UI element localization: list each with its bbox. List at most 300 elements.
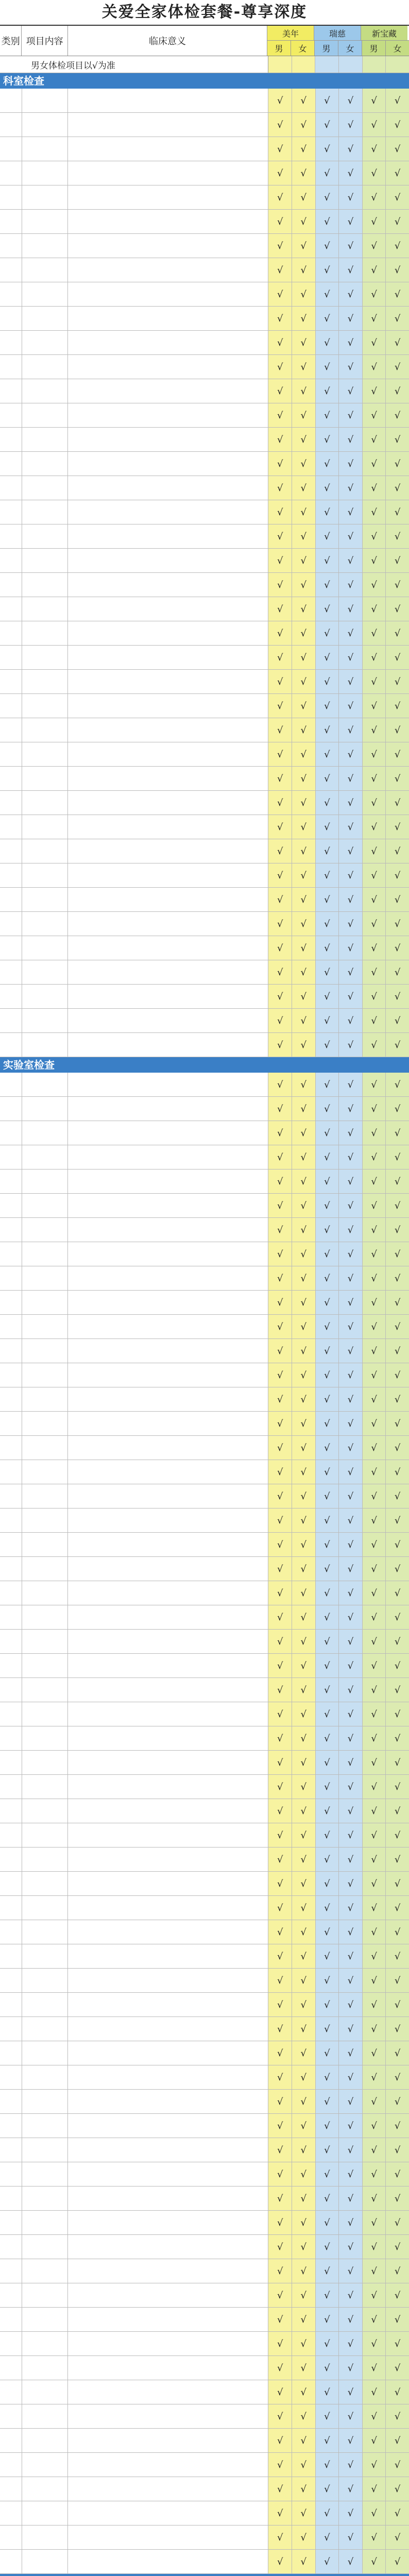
check-mark: √ [292,839,316,863]
table-row [0,621,409,646]
check-mark: √ [339,912,363,936]
check-mark: √ [292,1872,316,1895]
check-mark: √ [316,1170,339,1193]
check-mark: √ [386,282,409,306]
check-mark: √ [292,307,316,330]
table-row [0,1896,409,1920]
check-mark: √ [292,2501,316,2525]
check-mark: √ [363,1702,386,1726]
check-mark: √ [316,2259,339,2283]
check-mark: √ [339,403,363,427]
check-mark: √ [339,2477,363,2501]
table-row [0,1581,409,1605]
package-xinbaozang: 新宝藏 [361,26,407,40]
check-mark: √ [363,428,386,451]
check-mark: √ [268,2065,292,2089]
check-mark: √ [363,960,386,984]
check-mark: √ [363,2526,386,2549]
check-mark: √ [268,2017,292,2041]
check-mark: √ [316,2187,339,2210]
check-mark: √ [386,524,409,548]
check-mark: √ [339,1920,363,1944]
check-mark: √ [268,1121,292,1145]
check-mark: √ [339,1848,363,1871]
check-mark: √ [386,2187,409,2210]
check-mark: √ [339,2211,363,2234]
check-mark: √ [363,1751,386,1774]
check-mark: √ [268,1848,292,1871]
table-row [0,331,409,355]
check-mark: √ [268,282,292,306]
check-mark: √ [339,1896,363,1920]
check-mark: √ [316,1412,339,1435]
table-row [0,1436,409,1460]
check-mark: √ [339,1944,363,1968]
check-mark: √ [363,1944,386,1968]
check-mark: √ [339,2283,363,2307]
check-mark: √ [316,1097,339,1121]
check-mark: √ [339,2065,363,2089]
check-mark: √ [316,742,339,766]
table-row [0,2187,409,2211]
table-row [0,137,409,161]
table-row [0,2308,409,2332]
check-mark: √ [386,960,409,984]
table-row [0,2526,409,2550]
check-mark: √ [268,2235,292,2259]
check-mark: √ [363,355,386,379]
check-mark: √ [339,694,363,718]
check-mark: √ [292,2526,316,2549]
check-mark: √ [316,2041,339,2065]
check-mark: √ [363,694,386,718]
check-mark: √ [268,1557,292,1581]
check-mark: √ [292,1969,316,1992]
check-mark: √ [386,2138,409,2162]
check-mark: √ [292,1557,316,1581]
check-mark: √ [386,161,409,185]
check-mark: √ [292,2429,316,2452]
check-mark: √ [316,234,339,258]
check-mark: √ [363,1872,386,1895]
check-mark: √ [386,234,409,258]
check-mark: √ [363,2429,386,2452]
check-mark: √ [268,113,292,137]
header-category: 类别 [0,26,22,56]
check-mark: √ [316,331,339,354]
check-mark: √ [386,1581,409,1605]
check-mark: √ [386,2041,409,2065]
check-mark: √ [363,1726,386,1750]
check-mark: √ [386,1266,409,1290]
check-mark: √ [386,1242,409,1266]
check-mark: √ [339,1170,363,1193]
check-mark: √ [268,912,292,936]
check-mark: √ [363,597,386,621]
check-mark: √ [386,1920,409,1944]
check-mark: √ [339,1557,363,1581]
check-mark: √ [316,1920,339,1944]
check-mark: √ [268,137,292,161]
check-mark: √ [268,1484,292,1508]
check-mark: √ [268,2429,292,2452]
check-mark: √ [316,1484,339,1508]
check-mark: √ [339,2550,363,2573]
check-mark: √ [316,2404,339,2428]
check-mark: √ [268,1436,292,1460]
check-mark: √ [316,2138,339,2162]
table-row [0,185,409,210]
check-mark: √ [363,573,386,597]
check-mark: √ [386,1872,409,1895]
check-mark: √ [316,428,339,451]
check-mark: √ [339,2332,363,2355]
check-mark: √ [339,2187,363,2210]
check-mark: √ [363,1605,386,1629]
check-mark: √ [316,379,339,403]
check-mark: √ [292,646,316,669]
check-mark: √ [316,2332,339,2355]
check-mark: √ [339,2017,363,2041]
check-mark: √ [292,1848,316,1871]
check-mark: √ [316,2162,339,2186]
check-mark: √ [292,1509,316,1532]
check-mark: √ [292,524,316,548]
check-mark: √ [386,985,409,1008]
check-mark: √ [292,2162,316,2186]
table-row [0,1605,409,1630]
table-row [0,863,409,888]
check-mark: √ [268,2380,292,2404]
check-mark: √ [363,2259,386,2283]
table-row [0,767,409,791]
check-mark: √ [363,282,386,306]
check-mark: √ [316,210,339,233]
check-mark: √ [292,161,316,185]
table-row [0,1363,409,1387]
table-row [0,1823,409,1848]
check-mark: √ [386,1073,409,1096]
check-mark: √ [363,1315,386,1338]
check-mark: √ [316,1009,339,1032]
check-mark: √ [339,1726,363,1750]
table-row [0,1702,409,1726]
check-mark: √ [363,2380,386,2404]
check-mark: √ [339,1605,363,1629]
check-mark: √ [363,1678,386,1702]
table-row [0,2041,409,2065]
check-mark: √ [292,2041,316,2065]
table-row [0,1339,409,1363]
check-mark: √ [292,282,316,306]
check-mark: √ [363,2041,386,2065]
table-row [0,2356,409,2380]
check-mark: √ [268,1993,292,2016]
check-mark: √ [292,1944,316,1968]
check-mark: √ [268,863,292,887]
check-mark: √ [268,646,292,669]
check-mark: √ [386,1799,409,1823]
check-mark: √ [386,1170,409,1193]
check-mark: √ [339,742,363,766]
package-meinian: 美年 [267,26,314,40]
check-mark: √ [386,403,409,427]
check-mark: √ [386,1678,409,1702]
check-mark: √ [339,258,363,282]
check-mark: √ [292,403,316,427]
check-mark: √ [268,1509,292,1532]
check-mark: √ [339,500,363,524]
check-mark: √ [339,113,363,137]
check-mark: √ [268,718,292,742]
check-mark: √ [268,2404,292,2428]
check-mark: √ [268,936,292,960]
table-row [0,524,409,549]
check-mark: √ [386,2356,409,2380]
check-mark: √ [268,1242,292,1266]
table-row [0,1033,409,1057]
check-mark: √ [292,1993,316,2016]
check-mark: √ [339,1654,363,1677]
check-mark: √ [363,863,386,887]
check-mark: √ [386,1097,409,1121]
check-mark: √ [268,161,292,185]
gender-label: 男 [362,41,386,56]
check-mark: √ [339,428,363,451]
check-mark: √ [363,379,386,403]
check-mark: √ [386,646,409,669]
table-row [0,2065,409,2090]
check-mark: √ [268,307,292,330]
check-mark: √ [316,1944,339,1968]
table-row [0,1387,409,1412]
check-mark: √ [363,2065,386,2089]
check-mark: √ [268,2114,292,2138]
check-mark: √ [268,549,292,572]
check-mark: √ [386,452,409,476]
check-mark: √ [292,2550,316,2573]
table-row [0,791,409,815]
check-mark: √ [268,1702,292,1726]
check-mark: √ [363,1775,386,1799]
check-mark: √ [386,767,409,790]
check-mark: √ [386,1969,409,1992]
check-mark: √ [363,1993,386,2016]
check-mark: √ [386,2526,409,2549]
check-mark: √ [339,863,363,887]
check-mark: √ [386,1387,409,1411]
table-row [0,1920,409,1944]
check-mark: √ [363,1630,386,1653]
check-mark: √ [363,767,386,790]
check-mark: √ [363,646,386,669]
check-mark: √ [339,161,363,185]
check-mark: √ [339,1436,363,1460]
check-mark: √ [363,1097,386,1121]
check-mark: √ [292,1266,316,1290]
check-mark: √ [363,1009,386,1032]
section-rows [0,89,409,1057]
check-mark: √ [386,2550,409,2573]
check-mark: √ [268,476,292,500]
table-row [0,2380,409,2404]
section-title: 实验室检查 [0,1057,409,1073]
check-mark: √ [363,2501,386,2525]
check-mark: √ [316,985,339,1008]
check-mark: √ [268,500,292,524]
check-mark: √ [386,1751,409,1774]
check-mark: √ [386,718,409,742]
check-mark: √ [339,1387,363,1411]
check-mark: √ [292,500,316,524]
check-mark: √ [363,1460,386,1484]
check-mark: √ [339,1363,363,1387]
check-mark: √ [363,1339,386,1363]
check-mark: √ [316,767,339,790]
check-mark: √ [316,1896,339,1920]
check-mark: √ [386,1654,409,1677]
check-mark: √ [268,1751,292,1774]
table-row [0,476,409,500]
check-mark: √ [292,1920,316,1944]
table-row [0,1315,409,1339]
table-row [0,1194,409,1218]
check-mark: √ [268,2332,292,2355]
check-mark: √ [363,936,386,960]
check-mark: √ [363,161,386,185]
check-mark: √ [268,1799,292,1823]
check-mark: √ [316,113,339,137]
check-mark: √ [316,258,339,282]
check-mark: √ [339,767,363,790]
check-mark: √ [292,210,316,233]
check-mark: √ [292,1460,316,1484]
check-mark: √ [363,2162,386,2186]
check-mark: √ [316,791,339,815]
check-mark: √ [386,549,409,572]
check-mark: √ [292,1033,316,1057]
check-mark: √ [363,791,386,815]
check-mark: √ [316,2065,339,2089]
table-row [0,2550,409,2574]
check-mark: √ [339,1702,363,1726]
check-mark: √ [363,1823,386,1847]
check-mark: √ [316,2017,339,2041]
check-mark: √ [292,331,316,354]
check-mark: √ [339,2429,363,2452]
check-mark: √ [339,2308,363,2331]
check-mark: √ [316,839,339,863]
check-mark: √ [292,2235,316,2259]
check-mark: √ [316,1969,339,1992]
check-mark: √ [386,1009,409,1032]
check-mark: √ [386,1121,409,1145]
check-mark: √ [339,1678,363,1702]
check-mark: √ [268,1944,292,1968]
check-mark: √ [292,1484,316,1508]
check-mark: √ [316,1194,339,1217]
check-mark: √ [386,2114,409,2138]
check-mark: √ [386,694,409,718]
check-mark: √ [363,912,386,936]
check-mark: √ [339,1291,363,1314]
check-mark: √ [339,621,363,645]
check-mark: √ [363,1557,386,1581]
check-mark: √ [386,2283,409,2307]
check-mark: √ [386,597,409,621]
check-mark: √ [339,2380,363,2404]
check-mark: √ [292,1387,316,1411]
check-mark: √ [363,2550,386,2573]
check-mark: √ [386,2501,409,2525]
check-mark: √ [363,1218,386,1242]
check-mark: √ [268,1678,292,1702]
check-mark: √ [363,1969,386,1992]
check-mark: √ [292,1363,316,1387]
check-mark: √ [316,912,339,936]
table-row [0,839,409,863]
check-mark: √ [292,1726,316,1750]
table-row [0,1097,409,1121]
gender-label: 女 [386,41,409,56]
check-mark: √ [386,1291,409,1314]
check-mark: √ [292,1218,316,1242]
check-mark: √ [268,2308,292,2331]
check-mark: √ [363,185,386,209]
check-mark: √ [268,1145,292,1169]
check-mark: √ [316,621,339,645]
check-mark: √ [363,210,386,233]
check-mark: √ [339,210,363,233]
check-mark: √ [268,742,292,766]
check-mark: √ [268,2283,292,2307]
check-mark: √ [339,597,363,621]
check-mark: √ [268,524,292,548]
check-mark: √ [292,2017,316,2041]
check-mark: √ [363,137,386,161]
check-mark: √ [339,2235,363,2259]
table-row [0,1775,409,1799]
check-mark: √ [363,1170,386,1193]
check-mark: √ [363,1033,386,1057]
check-mark: √ [268,1412,292,1435]
table-row [0,1969,409,1993]
table-row [0,1993,409,2017]
table-row [0,2235,409,2259]
check-mark: √ [386,379,409,403]
check-mark: √ [339,1266,363,1290]
check-mark: √ [268,210,292,233]
check-mark: √ [268,985,292,1008]
check-mark: √ [268,1775,292,1799]
check-mark: √ [386,2162,409,2186]
table-header [0,26,409,56]
check-mark: √ [292,1533,316,1556]
table-row [0,2114,409,2138]
table-row [0,2332,409,2356]
check-mark: √ [339,718,363,742]
check-mark: √ [339,1194,363,1217]
check-mark: √ [339,815,363,839]
table-row [0,282,409,307]
check-mark: √ [316,1702,339,1726]
check-mark: √ [292,1678,316,1702]
check-mark: √ [386,1533,409,1556]
check-mark: √ [386,1412,409,1435]
table-row [0,1630,409,1654]
check-mark: √ [386,500,409,524]
check-mark: √ [316,573,339,597]
